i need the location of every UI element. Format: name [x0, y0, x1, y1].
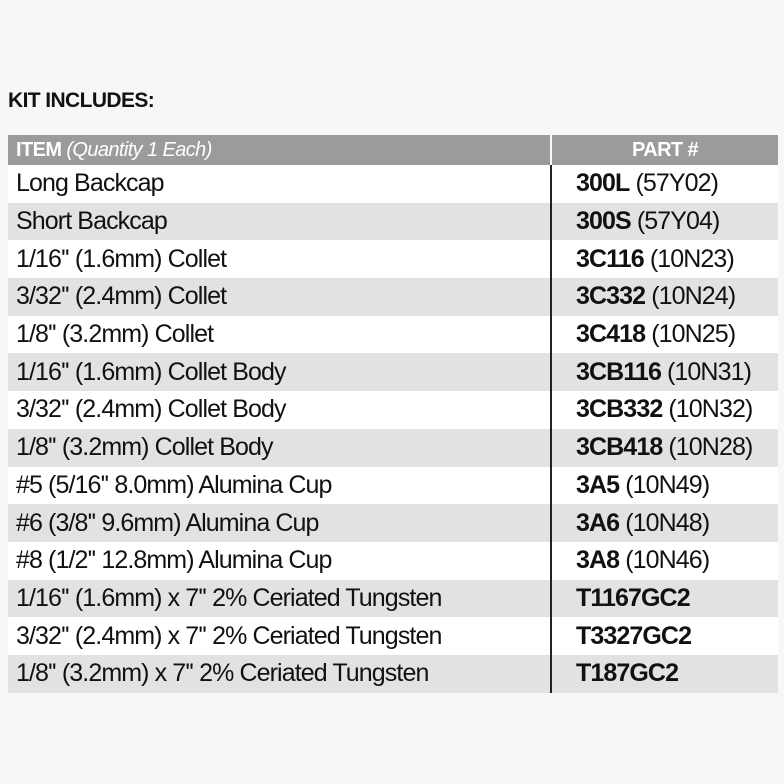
- part-number-cell: [551, 580, 778, 618]
- kit-includes-heading: KIT INCLUDES:: [8, 89, 155, 112]
- part-number-cell: [551, 391, 778, 429]
- part-number-cell: [551, 655, 778, 693]
- part-number-cell: [551, 240, 778, 278]
- table-row: [8, 316, 778, 354]
- alt-part-number: (57Y04): [636, 207, 720, 236]
- item-cell: Short Backcap: [8, 203, 551, 241]
- item-header-label: ITEM: [16, 138, 62, 161]
- part-number-cell: [551, 467, 778, 505]
- alt-part-number: (57Y02): [635, 169, 719, 198]
- item-cell: 1/16'' (1.6mm) Collet: [8, 240, 551, 278]
- part-number: 3A5: [576, 470, 620, 499]
- part-number: 3C332: [576, 282, 646, 311]
- part-number: 3C418: [576, 320, 646, 349]
- part-number: T3327GC2: [576, 621, 692, 650]
- part-number: 300L: [576, 169, 630, 198]
- table-row: [8, 429, 778, 467]
- item-column-header: [8, 135, 551, 165]
- table-row: [8, 278, 778, 316]
- part-number: 3C116: [576, 244, 644, 273]
- part-number: T1167GC2: [576, 583, 690, 612]
- part-number-cell: [551, 429, 778, 467]
- item-cell: #8 (1/2'' 12.8mm) Alumina Cup: [8, 542, 551, 580]
- alt-part-number: (10N46): [625, 546, 710, 575]
- part-number-cell: [551, 203, 778, 241]
- part-number-cell: [551, 278, 778, 316]
- quantity-note: (Quantity 1 Each): [66, 138, 212, 161]
- alt-part-number: (10N28): [668, 433, 753, 462]
- item-cell: 1/16'' (1.6mm) x 7'' 2% Ceriated Tungsten: [8, 580, 551, 618]
- alt-part-number: (10N25): [651, 320, 736, 349]
- alt-part-number: (10N31): [667, 357, 752, 386]
- table-row: [8, 353, 778, 391]
- item-cell: 3/32'' (2.4mm) x 7'' 2% Ceriated Tungsten: [8, 617, 551, 655]
- item-cell: 1/8'' (3.2mm) Collet Body: [8, 429, 551, 467]
- table-row: [8, 240, 778, 278]
- item-cell: Long Backcap: [8, 165, 551, 203]
- table-row: [8, 203, 778, 241]
- part-number: 3A8: [576, 546, 620, 575]
- table-row: [8, 391, 778, 429]
- alt-part-number: (10N32): [668, 395, 753, 424]
- table-row: [8, 617, 778, 655]
- table-row: [8, 467, 778, 505]
- part-number-cell: [551, 617, 778, 655]
- table-header-row: [8, 135, 778, 165]
- table-row: [8, 504, 778, 542]
- kit-items-table: [8, 135, 778, 693]
- part-number-cell: [551, 316, 778, 354]
- item-cell: 1/8'' (3.2mm) Collet: [8, 316, 551, 354]
- part-number: 3CB332: [576, 395, 663, 424]
- item-cell: 1/8'' (3.2mm) x 7'' 2% Ceriated Tungsten: [8, 655, 551, 693]
- part-number: T187GC2: [576, 659, 679, 688]
- item-cell: 3/32'' (2.4mm) Collet: [8, 278, 551, 316]
- part-number-cell: [551, 353, 778, 391]
- part-number: 3CB116: [576, 357, 661, 386]
- item-cell: 1/16'' (1.6mm) Collet Body: [8, 353, 551, 391]
- alt-part-number: (10N23): [649, 244, 734, 273]
- part-number: 3CB418: [576, 433, 663, 462]
- table-row: [8, 542, 778, 580]
- alt-part-number: (10N48): [625, 508, 710, 537]
- part-number-cell: [551, 165, 778, 203]
- item-cell: 3/32'' (2.4mm) Collet Body: [8, 391, 551, 429]
- part-number: 300S: [576, 207, 631, 236]
- table-row: [8, 655, 778, 693]
- item-cell: #6 (3/8'' 9.6mm) Alumina Cup: [8, 504, 551, 542]
- part-number: 3A6: [576, 508, 620, 537]
- part-number-cell: [551, 542, 778, 580]
- item-cell: #5 (5/16'' 8.0mm) Alumina Cup: [8, 467, 551, 505]
- table-row: [8, 165, 778, 203]
- alt-part-number: (10N24): [651, 282, 736, 311]
- part-column-header: PART #: [551, 135, 778, 165]
- table-row: [8, 580, 778, 618]
- alt-part-number: (10N49): [625, 470, 710, 499]
- part-number-cell: [551, 504, 778, 542]
